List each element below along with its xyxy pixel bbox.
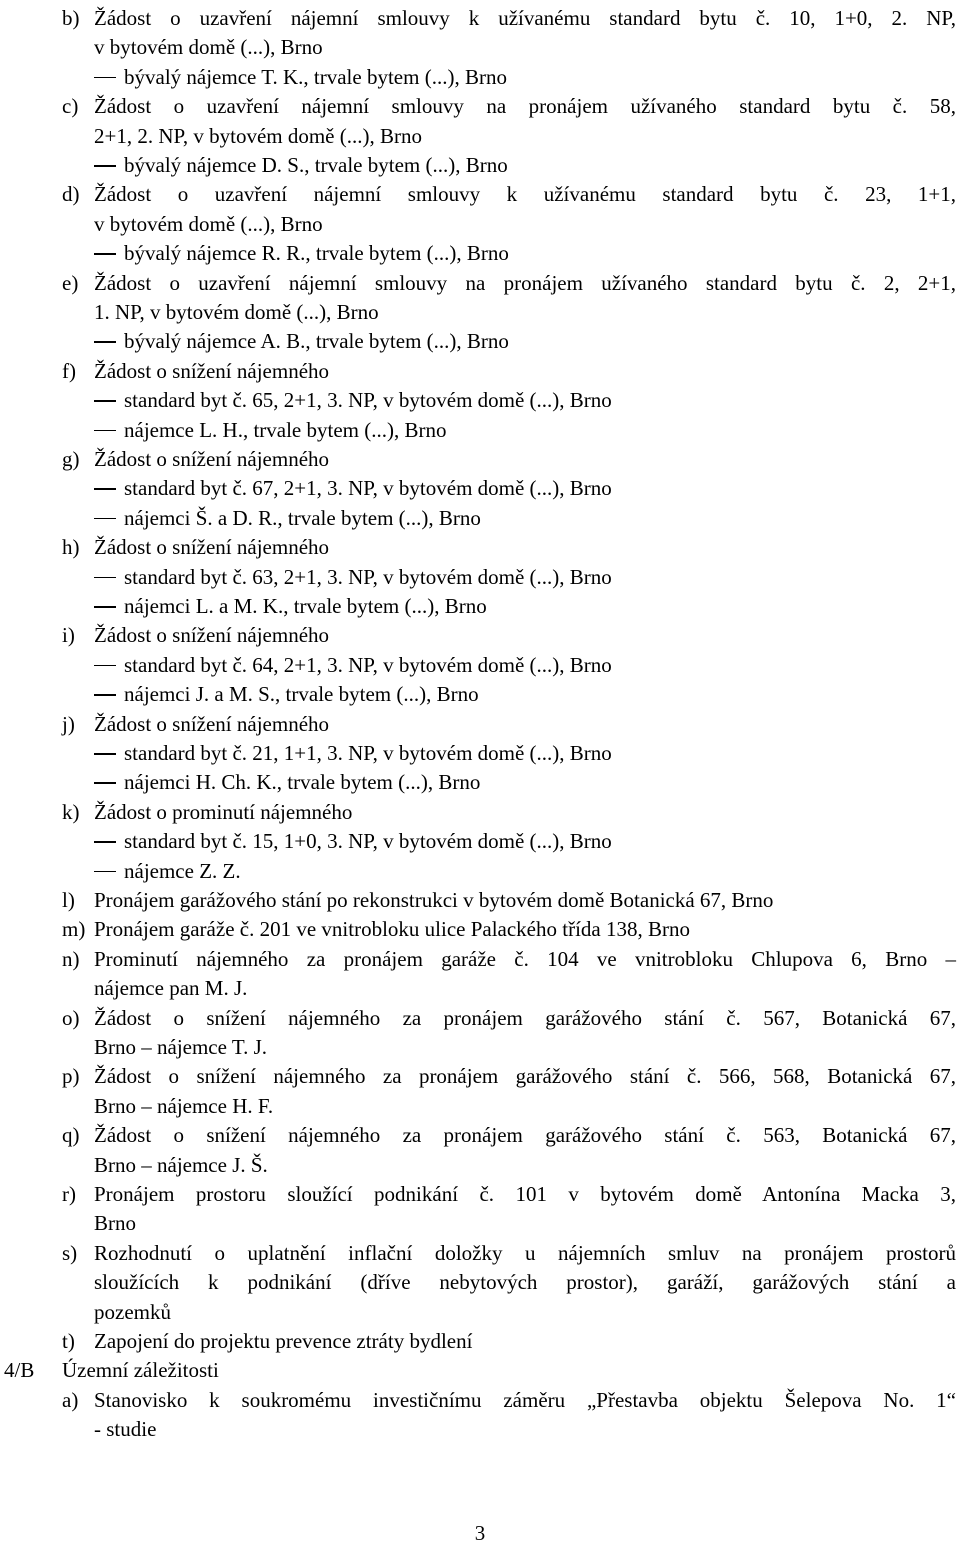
agenda-item-line: [0, 1386, 960, 1415]
dash-bullet: [94, 430, 116, 432]
item-text: 1. NP, v bytovém domě (...), Brno: [94, 300, 379, 324]
agenda-item-line: [0, 1033, 960, 1062]
item-text: Žádost o snížení nájemného: [94, 447, 330, 471]
sub-item-text: standard byt č. 65, 2+1, 3. NP, v bytovém domě (...), Brno: [124, 388, 612, 413]
item-text: Žádost o snížení nájemného: [94, 623, 330, 648]
agenda-item-line: [0, 445, 960, 474]
item-text: - studie: [94, 1417, 157, 1442]
agenda-item-line: [0, 974, 960, 1003]
item-text: Žádost o uzavření nájemní smlouvy na pronájem užívaného standard bytu č. 2, 2+1,: [94, 270, 956, 295]
item-text: Žádost o uzavření nájemní smlouvy k užívanému standard bytu č. 10, 1+0, 2. NP,: [94, 6, 956, 30]
agenda-item-line: [0, 533, 960, 562]
agenda-item-line: [0, 1268, 960, 1297]
sub-item-text: nájemci J. a M. S., trvale bytem (...), Brno: [124, 682, 479, 707]
item-text: sloužících k podnikání (dříve nebytových prostor), garáží, garážových stání a: [94, 1270, 956, 1295]
item-label: p): [62, 1064, 80, 1089]
section-number: 4/B: [4, 1358, 35, 1383]
agenda-item-line: [0, 886, 960, 915]
item-text: Žádost o snížení nájemného: [94, 358, 330, 383]
sub-item-text: nájemci H. Ch. K., trvale bytem (...), Brno: [124, 770, 481, 795]
page-number: 3: [474, 1521, 486, 1545]
item-label: n): [62, 946, 80, 971]
item-text: Rozhodnutí o uplatnění inflační doložky u nájemních smluv na pronájem prostorů: [94, 1240, 956, 1265]
sub-item-text: standard byt č. 67, 2+1, 3. NP, v bytovém domě (...), Brno: [124, 476, 612, 501]
item-text: Brno – nájemce J. Š.: [94, 1152, 268, 1177]
agenda-sub-line: [0, 416, 960, 445]
item-text: Žádost o snížení nájemného: [94, 711, 330, 736]
agenda-item-line: [0, 298, 960, 327]
dash-bullet: [94, 782, 116, 784]
dash-bullet: [94, 841, 116, 843]
item-label: o): [62, 1005, 80, 1030]
agenda-item-line: [0, 4, 960, 33]
item-text: Žádost o snížení nájemného za pronájem garážového stání č. 563, Botanická 67,: [94, 1123, 956, 1148]
agenda-sub-line: [0, 651, 960, 680]
item-label: s): [62, 1240, 78, 1265]
item-text: Brno – nájemce H. F.: [94, 1093, 274, 1118]
agenda-item-line: [0, 122, 960, 151]
sub-item-text: standard byt č. 63, 2+1, 3. NP, v bytovém domě (...), Brno: [124, 564, 612, 589]
dash-bullet: [94, 488, 116, 490]
agenda-item-line: [0, 1092, 960, 1121]
agenda-sub-line: [0, 504, 960, 533]
item-text: Žádost o prominutí nájemného: [94, 799, 353, 824]
agenda-sub-line: [0, 63, 960, 92]
agenda-item-line: [0, 357, 960, 386]
dash-bullet: [94, 77, 116, 79]
agenda-sub-line: [0, 386, 960, 415]
agenda-sub-line: [0, 474, 960, 503]
item-label: t): [62, 1329, 75, 1353]
item-text: nájemce pan M. J.: [94, 976, 248, 1001]
dash-bullet: [94, 665, 116, 667]
agenda-sub-line: [0, 592, 960, 621]
item-label: m): [62, 917, 86, 942]
sub-item-text: nájemce L. H., trvale bytem (...), Brno: [124, 417, 447, 442]
item-label: f): [62, 358, 76, 383]
sub-item-text: nájemce Z. Z.: [124, 858, 241, 883]
agenda-item-line: [0, 1121, 960, 1150]
item-text: Brno: [94, 1211, 136, 1236]
sub-item-text: bývalý nájemce R. R., trvale bytem (...), Brno: [124, 241, 509, 266]
agenda-item-line: [0, 1209, 960, 1238]
agenda-item-line: [0, 915, 960, 944]
agenda-item-line: [0, 1298, 960, 1327]
agenda-item-line: [0, 1151, 960, 1180]
sub-item-text: standard byt č. 15, 1+0, 3. NP, v bytovém domě (...), Brno: [124, 829, 612, 854]
item-text: Pronájem garáže č. 201 ve vnitrobloku ulice Palackého třída 138, Brno: [94, 917, 690, 942]
agenda-item-line: [0, 1180, 960, 1209]
dash-bullet: [94, 871, 116, 873]
dash-bullet: [94, 753, 116, 755]
agenda-item-line: [0, 210, 960, 239]
item-text: v bytovém domě (...), Brno: [94, 35, 323, 60]
item-text: Pronájem prostoru sloužící podnikání č. 101 v bytovém domě Antonína Macka 3,: [94, 1182, 956, 1206]
agenda-sub-line: [0, 857, 960, 886]
sub-item-text: bývalý nájemce T. K., trvale bytem (...), Brno: [124, 64, 507, 89]
item-label: b): [62, 6, 80, 30]
sub-item-text: standard byt č. 21, 1+1, 3. NP, v bytovém domě (...), Brno: [124, 741, 612, 765]
item-text: Žádost o uzavření nájemní smlouvy na pronájem užívaného standard bytu č. 58,: [94, 94, 956, 119]
item-label: e): [62, 270, 79, 295]
item-text: Žádost o snížení nájemného za pronájem garážového stání č. 566, 568, Botanická 67,: [94, 1064, 956, 1089]
agenda-item-line: [0, 269, 960, 298]
agenda-sub-line: [0, 151, 960, 180]
agenda-item-line: [0, 621, 960, 650]
agenda-item-line: [0, 33, 960, 62]
item-label: q): [62, 1123, 80, 1148]
dash-bullet: [94, 341, 116, 343]
item-label: d): [62, 182, 80, 207]
item-text: Pronájem garážového stání po rekonstrukci v bytovém domě Botanická 67, Brno: [94, 888, 774, 912]
item-label: k): [62, 799, 80, 824]
dash-bullet: [94, 400, 116, 402]
item-text: Zapojení do projektu prevence ztráty bydlení: [94, 1329, 473, 1353]
dash-bullet: [94, 165, 116, 167]
sub-item-text: bývalý nájemce D. S., trvale bytem (...), Brno: [124, 153, 508, 177]
agenda-sub-line: [0, 739, 960, 768]
agenda-item-line: [0, 945, 960, 974]
item-text: Stanovisko k soukromému investičnímu záměru „Přestavba objektu Šelepova No. 1“: [94, 1387, 956, 1412]
sub-item-text: nájemci L. a M. K., trvale bytem (...), Brno: [124, 594, 487, 618]
sub-item-text: nájemci Š. a D. R., trvale bytem (...), Brno: [124, 505, 481, 530]
agenda-sub-line: [0, 327, 960, 356]
dash-bullet: [94, 518, 116, 520]
dash-bullet: [94, 253, 116, 255]
item-text: Žádost o snížení nájemného za pronájem garážového stání č. 567, Botanická 67,: [94, 1005, 956, 1030]
dash-bullet: [94, 577, 116, 579]
item-label: i): [62, 623, 75, 648]
item-text: Žádost o snížení nájemného: [94, 535, 330, 560]
section-heading: [0, 1356, 960, 1385]
agenda-item-line: [0, 180, 960, 209]
agenda-item-line: [0, 1062, 960, 1091]
agenda-sub-line: [0, 680, 960, 709]
agenda-sub-line: [0, 768, 960, 797]
item-label: l): [62, 888, 75, 912]
item-text: pozemků: [94, 1299, 171, 1324]
item-text: Prominutí nájemného za pronájem garáže č. 104 ve vnitrobloku Chlupova 6, Brno –: [94, 946, 956, 971]
dash-bullet: [94, 694, 116, 696]
item-label: c): [62, 94, 79, 119]
agenda-item-line: [0, 710, 960, 739]
agenda-item-line: [0, 798, 960, 827]
item-text: Žádost o uzavření nájemní smlouvy k užívanému standard bytu č. 23, 1+1,: [94, 182, 956, 207]
item-text: 2+1, 2. NP, v bytovém domě (...), Brno: [94, 123, 422, 148]
agenda-item-line: [0, 92, 960, 121]
agenda-sub-line: [0, 239, 960, 268]
item-text: v bytovém domě (...), Brno: [94, 211, 323, 236]
agenda-item-line: [0, 1239, 960, 1268]
section-title: Územní záležitosti: [62, 1358, 219, 1383]
dash-bullet: [94, 606, 116, 608]
sub-item-text: bývalý nájemce A. B., trvale bytem (...), Brno: [124, 329, 509, 354]
item-text: Brno – nájemce T. J.: [94, 1035, 268, 1059]
agenda-sub-line: [0, 563, 960, 592]
item-label: a): [62, 1387, 79, 1412]
agenda-item-line: [0, 1327, 960, 1356]
agenda-item-line: [0, 1004, 960, 1033]
item-label: r): [62, 1182, 76, 1206]
item-label: j): [62, 711, 75, 736]
agenda-sub-line: [0, 827, 960, 856]
item-label: h): [62, 535, 80, 560]
sub-item-text: standard byt č. 64, 2+1, 3. NP, v bytovém domě (...), Brno: [124, 652, 612, 677]
item-label: g): [62, 447, 80, 471]
agenda-item-line: [0, 1415, 960, 1444]
